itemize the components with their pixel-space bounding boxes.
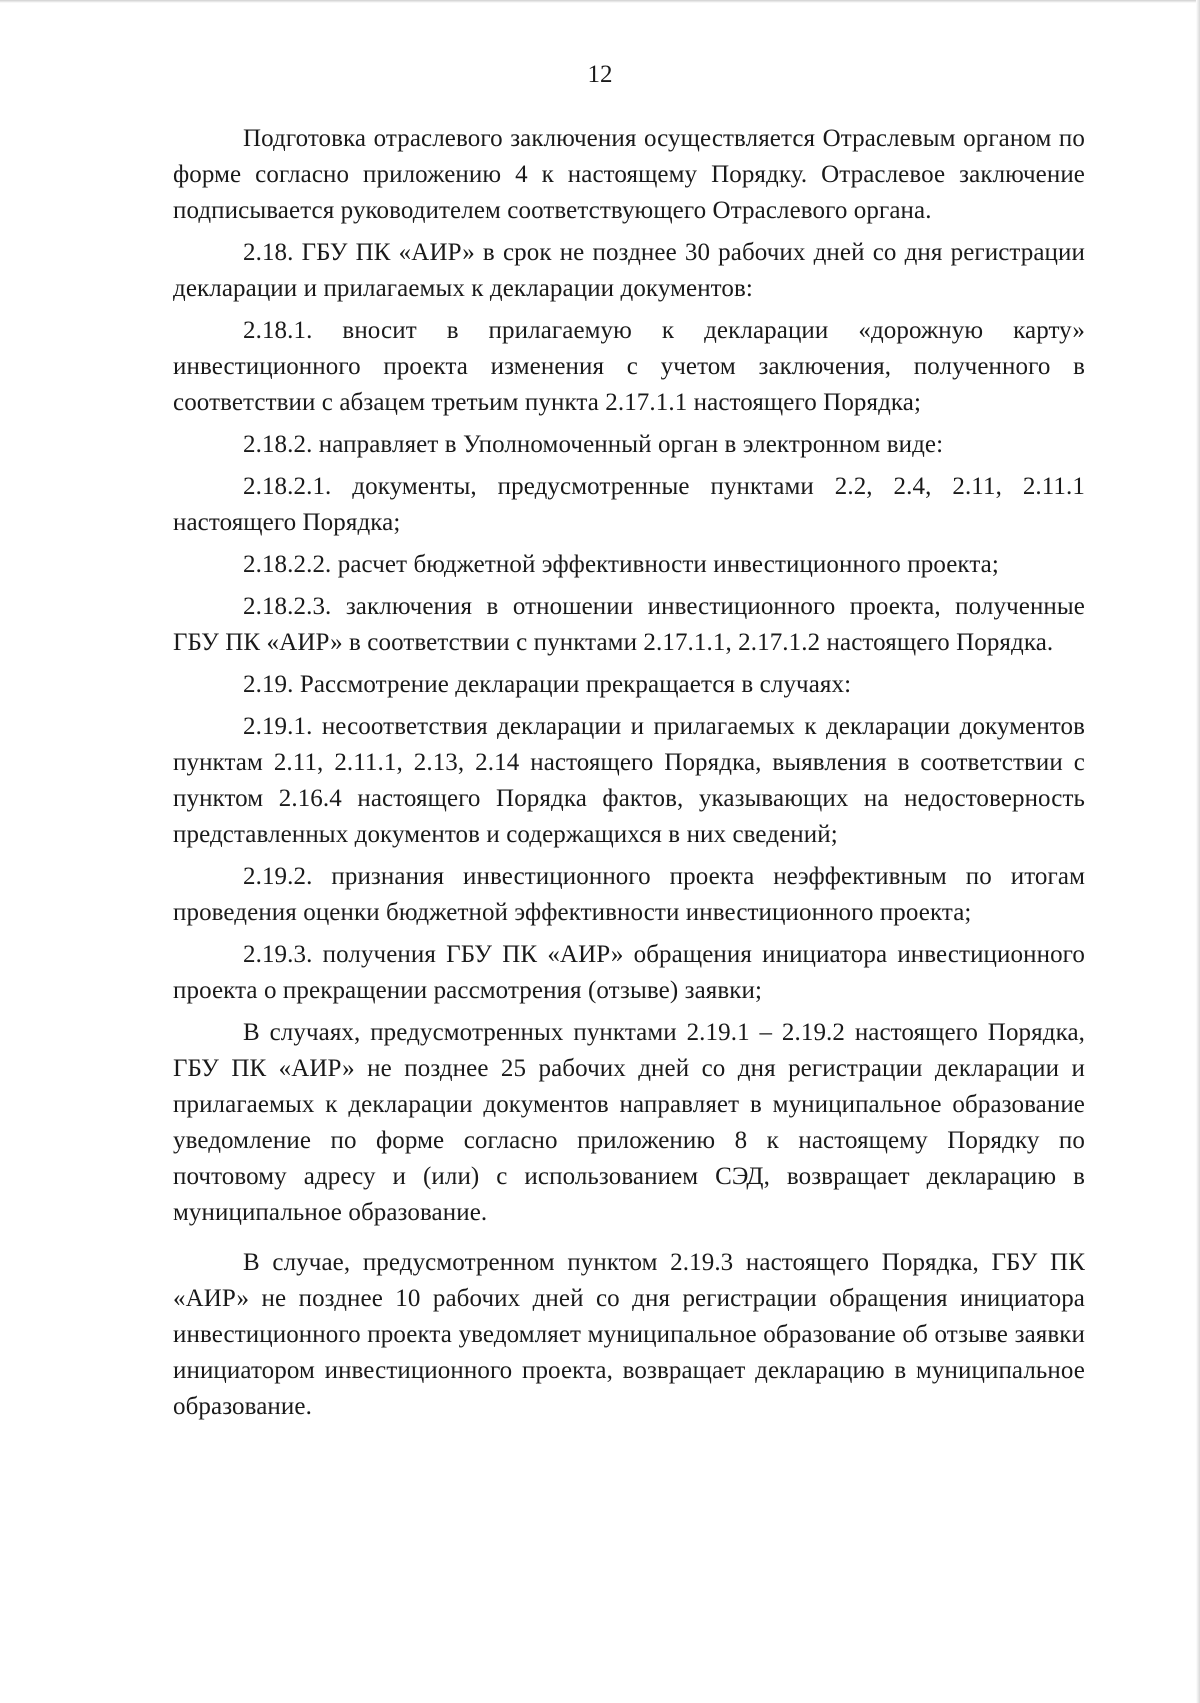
paragraph-2-18-2-2: 2.18.2.2. расчет бюджетной эффективности инвестиционного проекта; — [243, 551, 999, 578]
paragraph-2-18-1: 2.18.1. вносит в прилагаемую к декларации «дорожную карту» инвестиционного проекта изменения с учетом заключения, полученного в соответствии с абзацем третьим пункта 2.17.1.1 настоящего Порядка; — [173, 317, 1085, 416]
scan-edge-top — [0, 0, 1200, 3]
paragraph-cases-2-19-1-2: В случаях, предусмотренных пунктами 2.19.1 – 2.19.2 настоящего Порядка, ГБУ ПК «АИР» не позднее 25 рабочих дней со дня регистрации декларации и прилагаемых к декларации документов направляет в муниципальное образование уведомление по форме согласно приложению 8 к настоящему Порядку по почтовому адресу и (или) с использованием СЭД, возвращает декларацию в муниципальное образование. — [173, 1019, 1085, 1226]
paragraph-2-19-1: 2.19.1. несоответствия декларации и прилагаемых к декларации документов пунктам 2.11, 2.11.1, 2.13, 2.14 настоящего Порядка, выявления в соответствии с пунктом 2.16.4 настоящего Порядка фактов, указывающих на недостоверность представленных документов и содержащихся в них сведений; — [173, 713, 1085, 848]
paragraph-2-19: 2.19. Рассмотрение декларации прекращается в случаях: — [243, 671, 852, 698]
paragraph-2-19-3: 2.19.3. получения ГБУ ПК «АИР» обращения инициатора инвестиционного проекта о прекращении рассмотрения (отзыве) заявки; — [173, 941, 1085, 1004]
paragraph-2-18: 2.18. ГБУ ПК «АИР» в срок не позднее 30 рабочих дней со дня регистрации декларации и прилагаемых к декларации документов: — [173, 239, 1085, 302]
page-number: 12 — [587, 61, 613, 88]
scan-edge-right — [1196, 0, 1200, 1703]
paragraph-2-18-2-1: 2.18.2.1. документы, предусмотренные пунктами 2.2, 2.4, 2.11, 2.11.1 настоящего Порядка; — [173, 473, 1085, 536]
paragraph-2-18-2: 2.18.2. направляет в Уполномоченный орган в электронном виде: — [243, 431, 944, 458]
document-body — [173, 121, 1085, 1425]
paragraph-2-19-2: 2.19.2. признания инвестиционного проекта неэффективным по итогам проведения оценки бюджетной эффективности инвестиционного проекта; — [173, 863, 1085, 926]
paragraph-2-18-2-3: 2.18.2.3. заключения в отношении инвестиционного проекта, полученные ГБУ ПК «АИР» в соответствии с пунктами 2.17.1.1, 2.17.1.2 настоящего Порядка. — [173, 593, 1085, 656]
paragraph-case-2-19-3: В случае, предусмотренном пунктом 2.19.3 настоящего Порядка, ГБУ ПК «АИР» не позднее 10 рабочих дней со дня регистрации обращения инициатора инвестиционного проекта уведомляет муниципальное образование об отзыве заявки инициатором инвестиционного проекта, возвращает декларацию в муниципальное образование. — [173, 1249, 1085, 1420]
paragraph-1: Подготовка отраслевого заключения осуществляется Отраслевым органом по форме согласно приложению 4 к настоящему Порядку. Отраслевое заключение подписывается руководителем соответствующего Отраслевого органа. — [173, 125, 1085, 224]
